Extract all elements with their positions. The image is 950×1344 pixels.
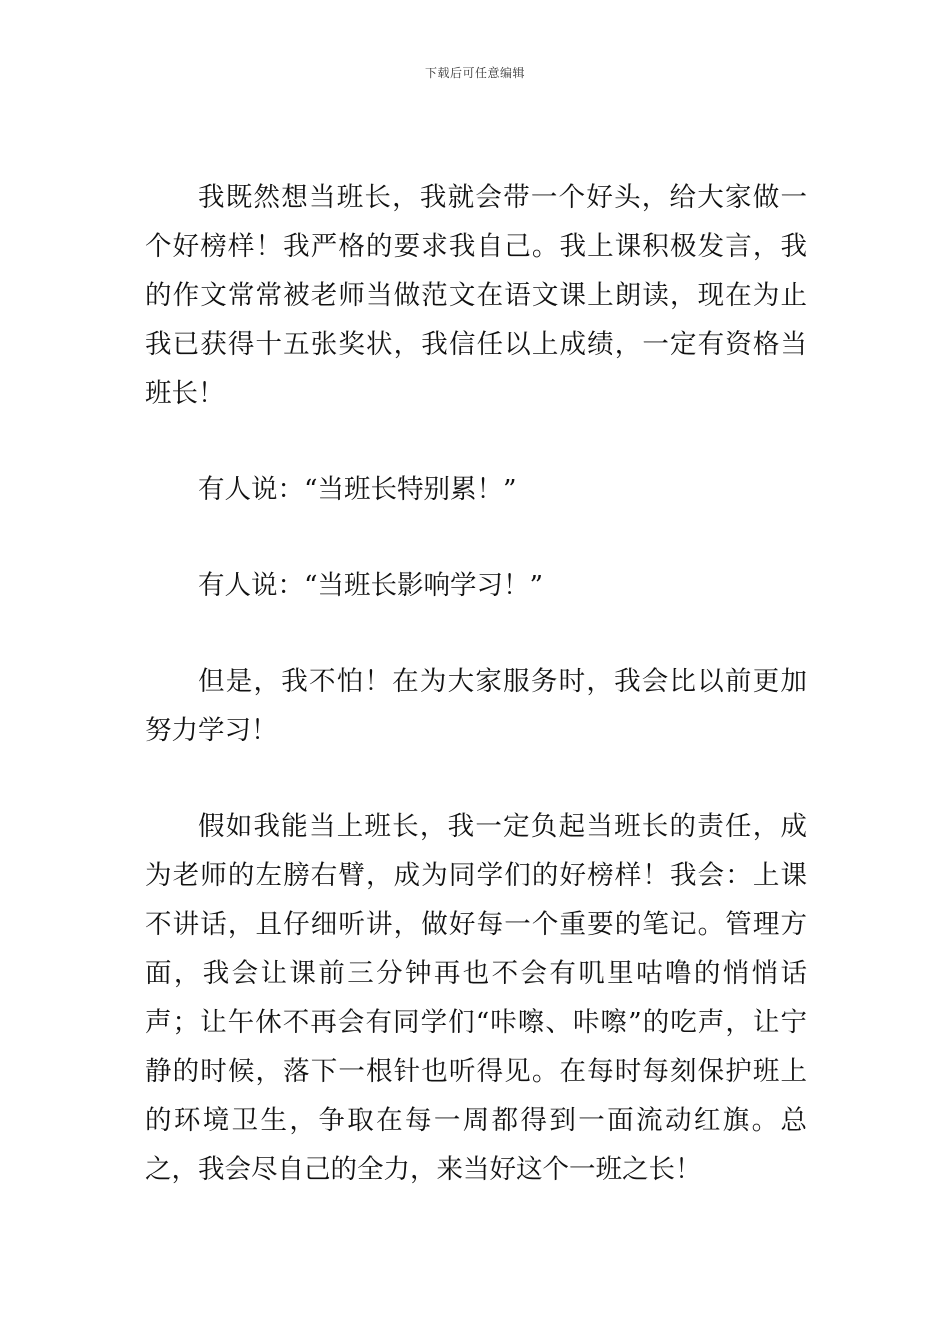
paragraph-2: 有人说：“当班长特别累！” — [198, 474, 517, 505]
paragraph-gap — [145, 755, 807, 802]
paragraph-gap — [145, 418, 807, 465]
document-body — [145, 173, 807, 1194]
paragraph-1: 我既然想当班长，我就会带一个好头，给大家做一个好榜样！我严格的要求我自己。我上课积极发言，我的作文常常被老师当做范文在语文课上朗读，现在为止我已获得十五张奖状，我信任以上成绩，一定有资格当班长！ — [145, 182, 807, 409]
paragraph-5: 假如我能当上班长，我一定负起当班长的责任，成为老师的左膀右臂，成为同学们的好榜样！我会：上课不讲话，且仔细听讲，做好每一个重要的笔记。管理方面，我会让课前三分钟再也不会有叽里咕噜的悄悄话声；让午休不再会有同学们“咔嚓、咔嚓”的吃声，让宁静的时候，落下一根针也听得见。在每时每刻保护班上的环境卫生，争取在每一周都得到一面流动红旗。总之，我会尽自己的全力，来当好这个一班之长！ — [145, 811, 807, 1185]
paragraph-gap — [145, 610, 807, 657]
paragraph-4: 但是，我不怕！在为大家服务时，我会比以前更加努力学习！ — [145, 666, 807, 746]
paragraph-gap — [145, 514, 807, 561]
paragraph-3: 有人说：“当班长影响学习！” — [198, 570, 544, 601]
page-header: 下载后可任意编辑 — [424, 66, 525, 80]
